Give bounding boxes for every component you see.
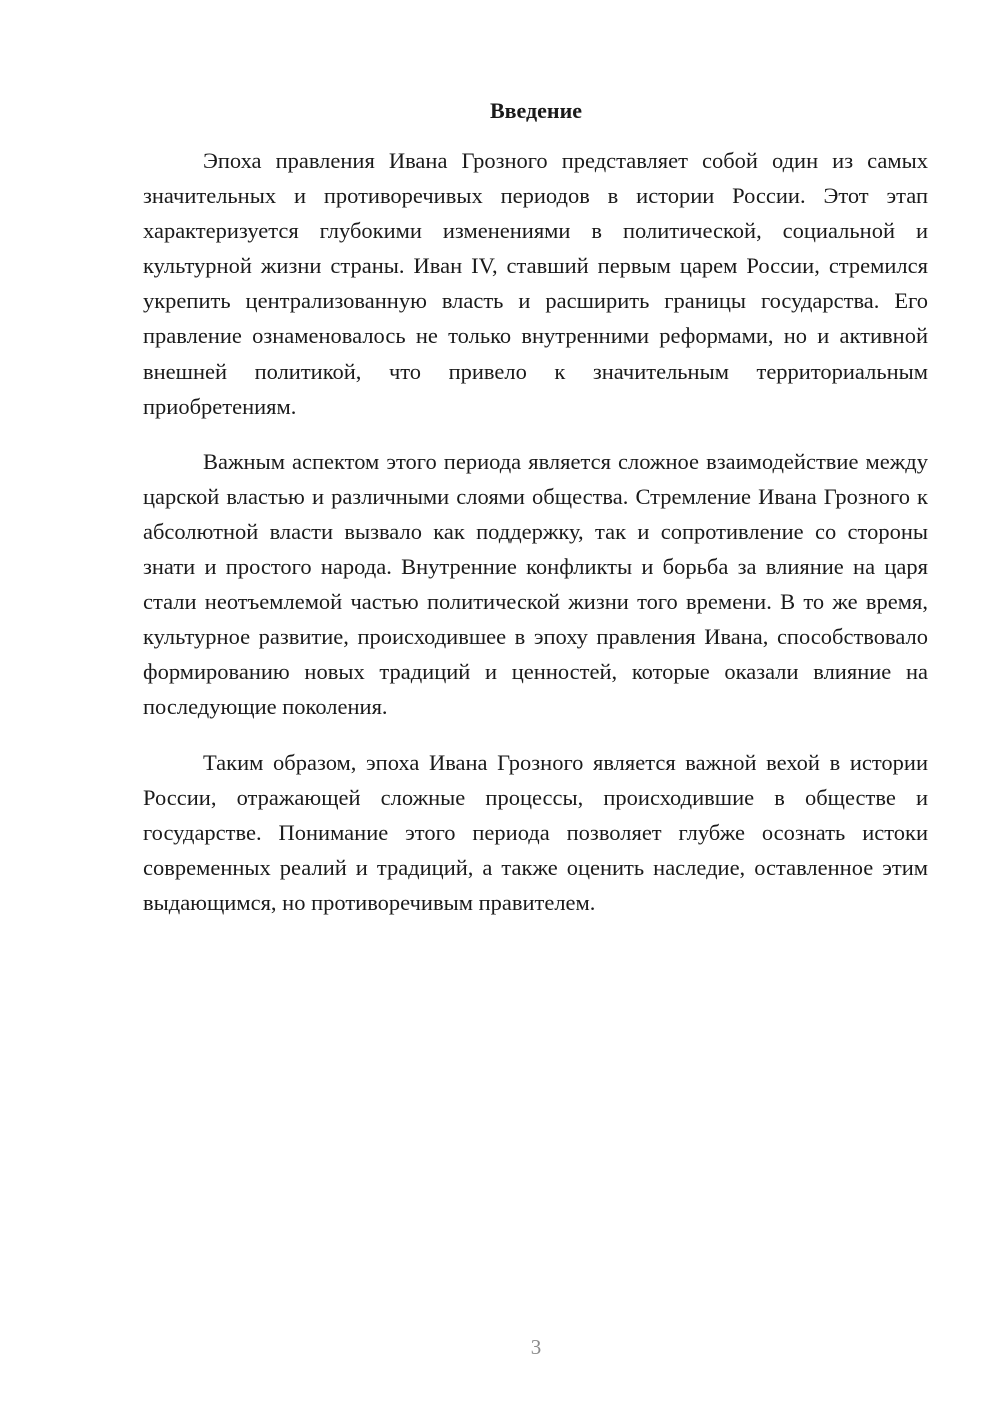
page-title: Введение: [489, 98, 583, 123]
page-number: 3: [530, 1335, 542, 1359]
paragraph-1: Эпоха правления Ивана Грозного представляет собой один из самых значительных и противоречивых периодов в истории России. Этот этап характеризуется глубокими изменениями в политической, социальной и культурной жизни страны. Иван IV, ставший первым царем России, стремился укрепить централизованную власть и расширить границы государства. Его правление ознаменовалось не только внутренними реформами, но и активной внешней политикой, что привело к значительным территориальным приобретениям.: [143, 148, 928, 419]
body-text: [143, 143, 928, 920]
paragraph-2: Важным аспектом этого периода является сложное взаимодействие между царской властью и различными слоями общества. Стремление Ивана Грозного к абсолютной власти вызвало как поддержку, так и сопротивление со стороны знати и простого народа. Внутренние конфликты и борьба за влияние на царя стали неотъемлемой частью политической жизни того времени. В то же время, культурное развитие, происходившее в эпоху правления Ивана, способствовало формированию новых традиций и ценностей, которые оказали влияние на последующие поколения.: [143, 448, 928, 720]
paragraph-3: Таким образом, эпоха Ивана Грозного является важной вехой в истории России, отражающей сложные процессы, происходившие в обществе и государстве. Понимание этого периода позволяет глубже осознать истоки современных реалий и традиций, а также оценить наследие, оставленное этим выдающимся, но противоречивым правителем.: [143, 749, 928, 915]
